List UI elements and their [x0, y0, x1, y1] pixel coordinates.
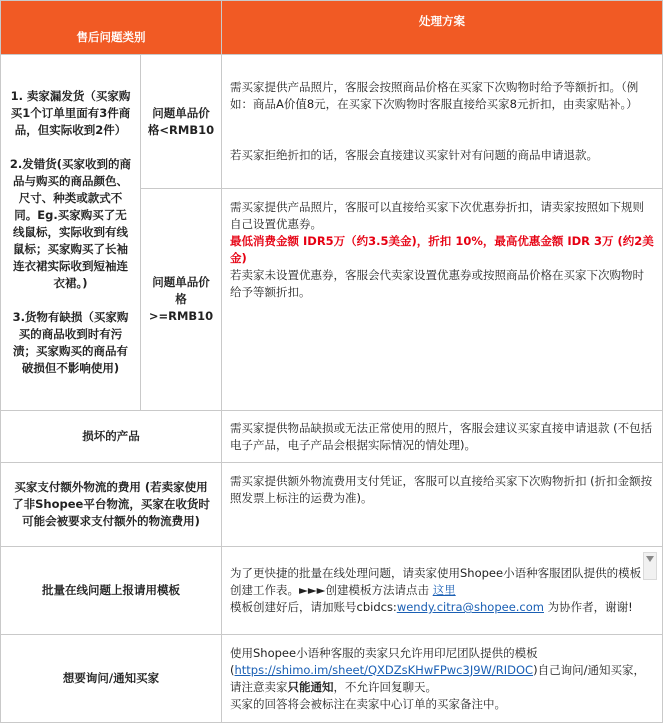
- batch-template-collab: 模板创建好后，请加账号cbidcs:: [230, 600, 397, 614]
- price-under-10: 问题单品价格<RMB10: [141, 55, 222, 189]
- header-solution: 处理方案: [222, 1, 663, 55]
- batch-template-thanks: 为协作者，谢谢!: [544, 600, 633, 614]
- batch-template-text: 为了更快捷的批量在线处理问题，请卖家使用Shopee小语种客服团队提供的模板创建工作表。►►►创建模板方法请点击: [230, 566, 642, 597]
- issue-defective-item: 3.货物有缺损（买家购买的商品收到时有污渍；买家购买的商品有破损但不影响使用): [12, 310, 129, 375]
- category-damaged: 损坏的产品: [1, 411, 222, 463]
- header-category: 售后问题类别: [1, 1, 222, 55]
- category-contact-buyer: 想要询问/通知买家: [1, 635, 222, 723]
- category-issue-list: [1, 55, 141, 411]
- solution-under-10: [222, 55, 663, 189]
- row-contact-buyer: [1, 635, 663, 723]
- collaborator-email-link[interactable]: wendy.citra@shopee.com: [396, 600, 544, 614]
- contact-buyer-text-3: ，不允许回复聊天。: [333, 679, 437, 694]
- row-low-value: [1, 55, 663, 189]
- create-template-link[interactable]: 这里: [432, 583, 456, 597]
- solution-extra-shipping: 需买家提供额外物流费用支付凭证，客服可以直接给买家下次购物折扣 (折扣金额按照发票上标注的运费为准)。: [222, 463, 663, 547]
- solution-contact-buyer: [222, 635, 663, 723]
- category-batch-template: 批量在线问题上报请用模板: [1, 547, 222, 635]
- category-extra-shipping: 买家支付额外物流的费用 (若卖家使用了非Shopee平台物流，买家在收货时可能会被要求支付额外的物流费用): [1, 463, 222, 547]
- issue-wrong-item: 2.发错货(买家收到的商品与购买的商品颜色、尺寸、种类或款式不同。Eg.买家购买了无线鼠标，实际收到有线鼠标；买家购买了长袖连衣裙实际收到短袖连衣裙。): [9, 157, 132, 290]
- chevron-down-icon[interactable]: [646, 556, 654, 562]
- buyer-answer-note: 买家的回答将会被标注在卖家中心订单的买家备注中。: [230, 696, 506, 711]
- solution-over-10-fallback: 若卖家未设置优惠券，客服会代卖家设置优惠券或按照商品价格在买家下次购物时给予等额折扣。: [230, 268, 644, 299]
- solution-batch-template: [222, 547, 663, 635]
- row-extra-shipping: [1, 463, 663, 547]
- issue-missing-item: 1. 卖家漏发货（买家购买1个订单里面有3件商品，但实际收到2件）: [10, 89, 131, 137]
- row-damaged: [1, 411, 663, 463]
- cell-scrollbar[interactable]: [643, 552, 657, 580]
- price-over-10: 问题单品价格>=RMB10: [141, 189, 222, 411]
- solution-under-10-text: 需买家提供产品照片，客服会按照商品价格在买家下次购物时给予等额折扣。（例如：商品A价值8元，在买家下次购物时客服直接给买家8元折扣，由卖家贴补。）: [230, 80, 639, 111]
- template-url-link[interactable]: https://shimo.im/sheet/QXDZsKHwFPwc3J9W/RIDOC: [234, 662, 534, 677]
- header-row: [1, 1, 663, 55]
- row-batch-template: [1, 547, 663, 635]
- contact-buyer-text: 使用Shopee小语种客服的卖家只允许用印尼团队提供的模板(: [230, 645, 538, 677]
- contact-buyer-text-2: )自己询问/通知买家，请注意卖家: [230, 662, 645, 694]
- notify-only-text: 只能通知: [287, 679, 334, 694]
- coupon-rule: 最低消费金额 IDR5万（约3.5美金)，折扣 10%，最高优惠金额 IDR 3万 (约2美金): [230, 234, 654, 265]
- solution-under-10-refuse: 若买家拒绝折扣的话，客服会直接建议买家针对有问题的商品申请退款。: [230, 148, 598, 162]
- solution-damaged: 需买家提供物品缺损或无法正常使用的照片，客服会建议买家直接申请退款 (不包括电子产品，电子产品会根据实际情况的情处理)。: [222, 411, 663, 463]
- solution-over-10: [222, 189, 663, 411]
- solution-over-10-text: 需买家提供产品照片，客服可以直接给买家下次优惠券折扣，请卖家按照如下规则自己设置优惠券。: [230, 200, 644, 231]
